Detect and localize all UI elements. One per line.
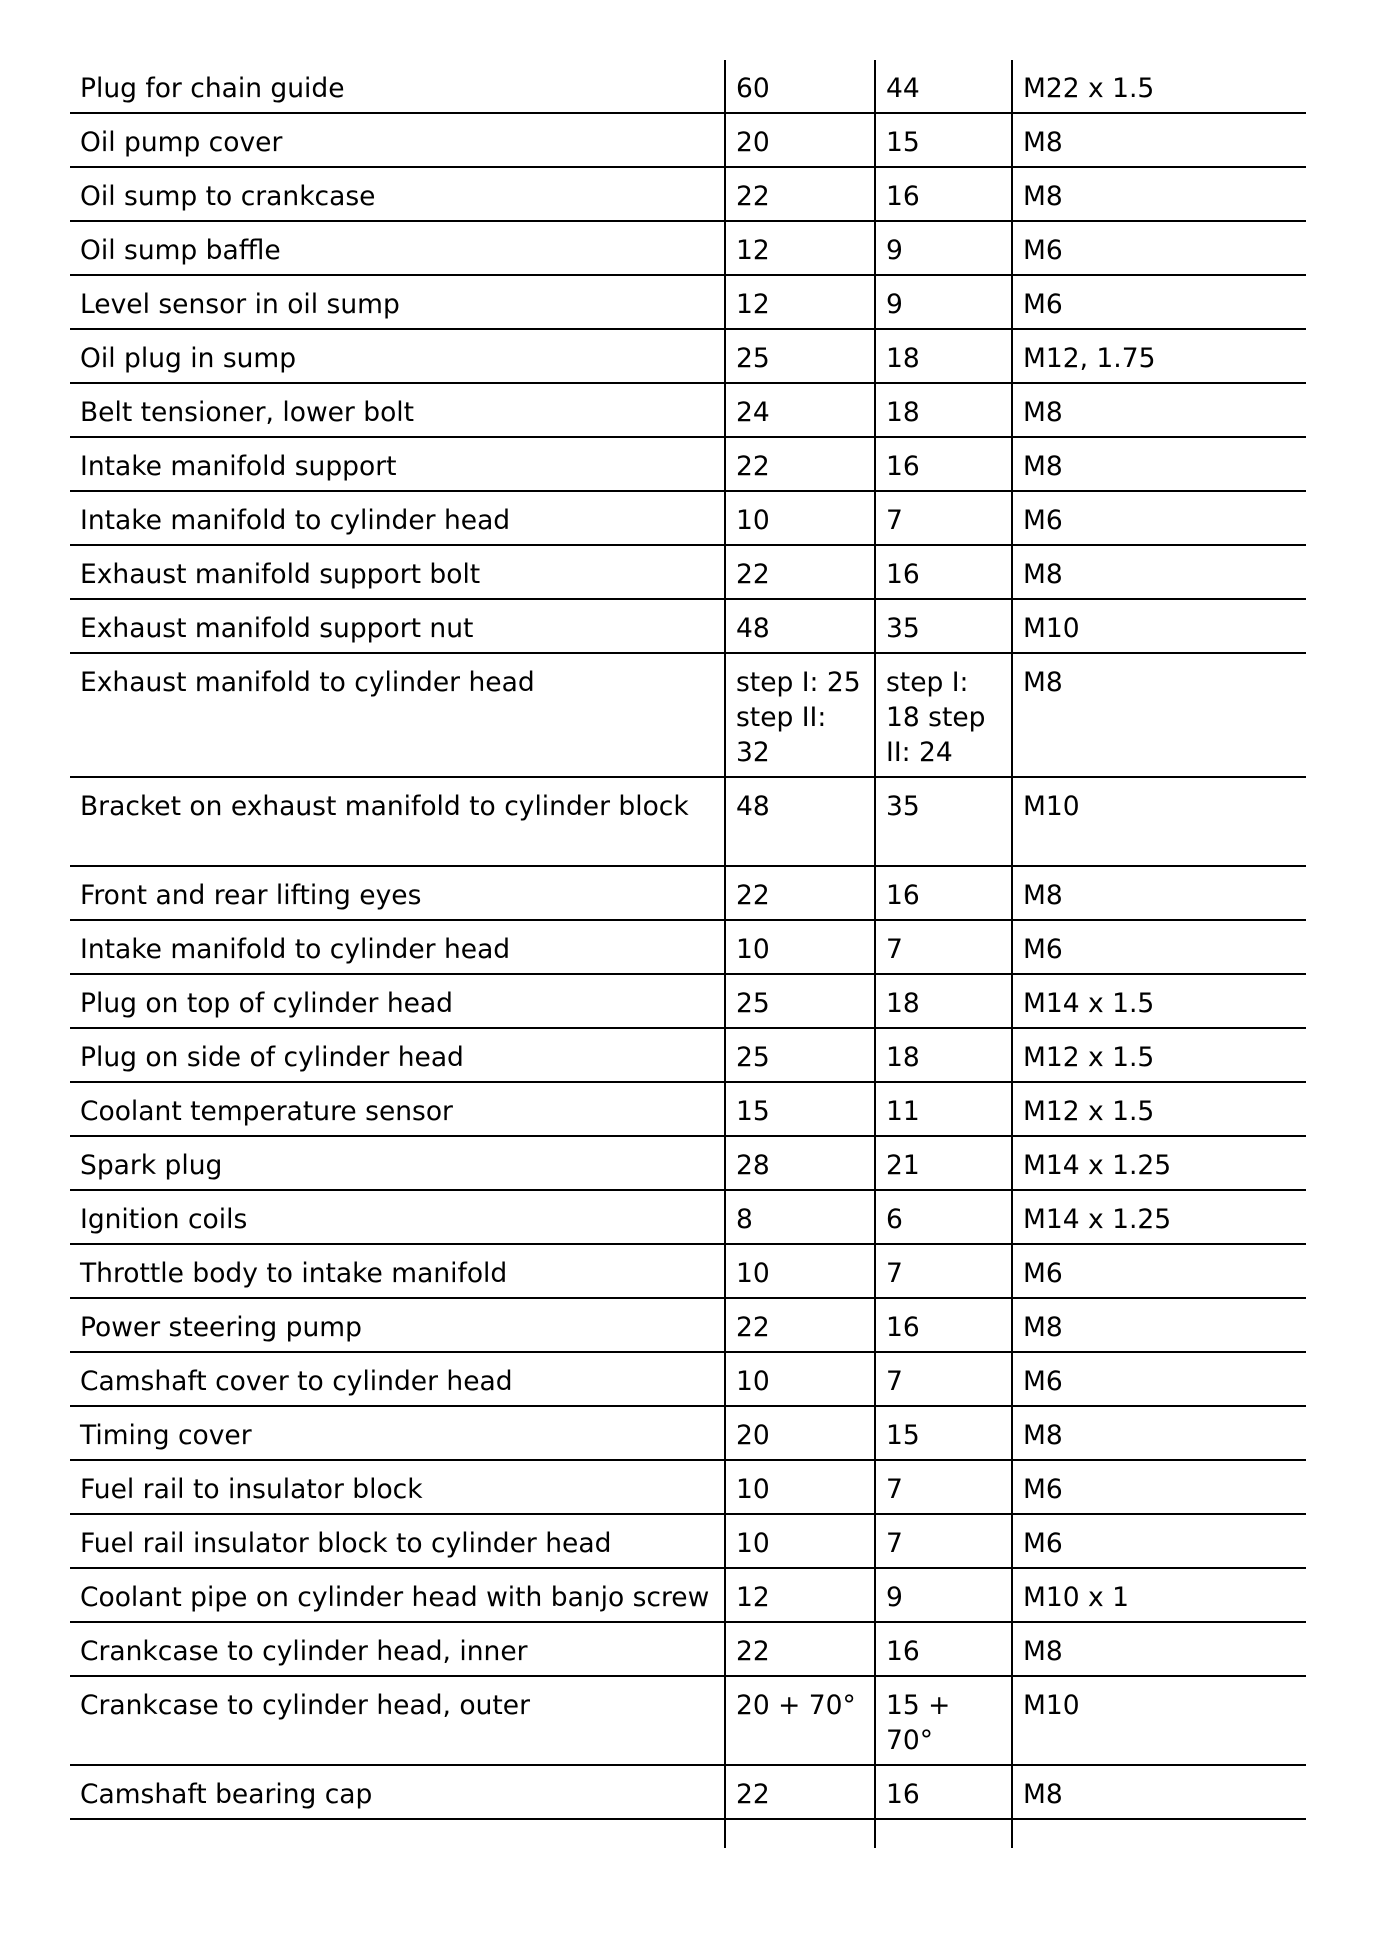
part-description-cell: Coolant temperature sensor [70,1082,725,1136]
table-row [70,437,1306,491]
torque-nm-cell: 48 [725,777,875,866]
table-row [70,1352,1306,1406]
thread-size-cell: M8 [1012,866,1306,920]
torque-lbft-cell: 7 [875,491,1012,545]
thread-size-cell: M8 [1012,1622,1306,1676]
table-row [70,329,1306,383]
thread-size-cell: M14 x 1.25 [1012,1136,1306,1190]
part-description-cell: Exhaust manifold support nut [70,599,725,653]
thread-size-cell: M6 [1012,1460,1306,1514]
thread-size-cell: M8 [1012,437,1306,491]
part-description-cell: Oil sump to crankcase [70,167,725,221]
table-row [70,60,1306,113]
torque-nm-cell: 20 [725,1406,875,1460]
torque-lbft-cell: step I: 18 step II: 24 [875,653,1012,777]
thread-size-cell: M6 [1012,275,1306,329]
part-description-cell: Coolant pipe on cylinder head with banjo screw [70,1568,725,1622]
table-row [70,1622,1306,1676]
torque-nm-cell: 22 [725,1622,875,1676]
table-row [70,167,1306,221]
table-row [70,599,1306,653]
part-description-cell: Oil pump cover [70,113,725,167]
torque-nm-cell: 10 [725,1244,875,1298]
torque-nm-cell: 22 [725,167,875,221]
part-description-cell: Spark plug [70,1136,725,1190]
part-description-cell: Oil sump baffle [70,221,725,275]
part-description-cell: Exhaust manifold support bolt [70,545,725,599]
part-description-cell: Intake manifold support [70,437,725,491]
torque-table-body [70,60,1306,1848]
torque-nm-cell: 10 [725,920,875,974]
table-row [70,1136,1306,1190]
table-row [70,113,1306,167]
part-description-cell: Fuel rail insulator block to cylinder head [70,1514,725,1568]
table-row [70,1765,1306,1819]
thread-size-cell: M8 [1012,1406,1306,1460]
part-description-cell: Fuel rail to insulator block [70,1460,725,1514]
part-description-cell: Plug on side of cylinder head [70,1028,725,1082]
torque-lbft-cell: 16 [875,545,1012,599]
torque-nm-cell: 22 [725,866,875,920]
part-description-cell: Camshaft bearing cap [70,1765,725,1819]
torque-nm-cell: 8 [725,1190,875,1244]
torque-nm-cell: 20 [725,113,875,167]
torque-nm-cell: 22 [725,437,875,491]
torque-lbft-cell: 16 [875,1298,1012,1352]
torque-lbft-cell: 9 [875,275,1012,329]
thread-size-cell: M12 x 1.5 [1012,1082,1306,1136]
table-row [70,221,1306,275]
thread-size-cell: M10 [1012,1676,1306,1765]
part-description-cell: Ignition coils [70,1190,725,1244]
table-row [70,974,1306,1028]
torque-lbft-cell: 7 [875,1244,1012,1298]
thread-size-cell: M12, 1.75 [1012,329,1306,383]
table-row [70,866,1306,920]
thread-size-cell: M6 [1012,491,1306,545]
part-description-cell: Intake manifold to cylinder head [70,491,725,545]
torque-nm-cell: 22 [725,545,875,599]
thread-size-cell: M10 [1012,777,1306,866]
part-description-cell: Timing cover [70,1406,725,1460]
table-row [70,545,1306,599]
thread-size-cell: M8 [1012,653,1306,777]
part-description-cell: Oil plug in sump [70,329,725,383]
table-row [70,1514,1306,1568]
table-row [70,491,1306,545]
torque-nm-cell: 24 [725,383,875,437]
thread-size-cell: M8 [1012,113,1306,167]
part-description-cell: Front and rear lifting eyes [70,866,725,920]
torque-nm-cell: 12 [725,221,875,275]
torque-lbft-cell: 11 [875,1082,1012,1136]
thread-size-cell: M14 x 1.5 [1012,974,1306,1028]
thread-size-cell: M6 [1012,1352,1306,1406]
part-description-cell: Belt tensioner, lower bolt [70,383,725,437]
part-description-cell: Level sensor in oil sump [70,275,725,329]
torque-spec-table [70,60,1306,1848]
thread-size-cell: M6 [1012,920,1306,974]
part-description-cell: Crankcase to cylinder head, outer [70,1676,725,1765]
table-row [70,1298,1306,1352]
torque-lbft-cell: 15 [875,113,1012,167]
torque-nm-cell: 48 [725,599,875,653]
empty-cell [1012,1819,1306,1848]
torque-nm-cell: 60 [725,60,875,113]
torque-lbft-cell: 15 [875,1406,1012,1460]
thread-size-cell: M8 [1012,1298,1306,1352]
torque-lbft-cell: 16 [875,1765,1012,1819]
torque-lbft-cell: 18 [875,329,1012,383]
torque-nm-cell: 12 [725,275,875,329]
torque-nm-cell: 28 [725,1136,875,1190]
torque-nm-cell: 25 [725,329,875,383]
part-description-cell: Camshaft cover to cylinder head [70,1352,725,1406]
torque-lbft-cell: 16 [875,866,1012,920]
torque-lbft-cell: 15 + 70° [875,1676,1012,1765]
thread-size-cell: M22 x 1.5 [1012,60,1306,113]
thread-size-cell: M10 x 1 [1012,1568,1306,1622]
table-row [70,1244,1306,1298]
table-row [70,920,1306,974]
thread-size-cell: M8 [1012,383,1306,437]
torque-nm-cell: 22 [725,1298,875,1352]
torque-lbft-cell: 9 [875,1568,1012,1622]
part-description-cell: Intake manifold to cylinder head [70,920,725,974]
table-row [70,1406,1306,1460]
torque-nm-cell: 20 + 70° [725,1676,875,1765]
torque-nm-cell: 10 [725,1352,875,1406]
table-row [70,1190,1306,1244]
part-description-cell: Throttle body to intake manifold [70,1244,725,1298]
thread-size-cell: M12 x 1.5 [1012,1028,1306,1082]
torque-lbft-cell: 16 [875,1622,1012,1676]
torque-nm-cell: 12 [725,1568,875,1622]
table-row [70,1676,1306,1765]
torque-lbft-cell: 7 [875,1352,1012,1406]
torque-nm-cell: 10 [725,491,875,545]
table-row [70,1028,1306,1082]
torque-lbft-cell: 18 [875,1028,1012,1082]
torque-nm-cell: 15 [725,1082,875,1136]
thread-size-cell: M8 [1012,167,1306,221]
torque-nm-cell: 22 [725,1765,875,1819]
torque-lbft-cell: 44 [875,60,1012,113]
thread-size-cell: M8 [1012,545,1306,599]
empty-cell [875,1819,1012,1848]
thread-size-cell: M14 x 1.25 [1012,1190,1306,1244]
table-row [70,383,1306,437]
empty-trailing-row [70,1819,1306,1848]
thread-size-cell: M6 [1012,1244,1306,1298]
torque-lbft-cell: 16 [875,167,1012,221]
torque-nm-cell: 10 [725,1514,875,1568]
torque-lbft-cell: 7 [875,1514,1012,1568]
table-row [70,1082,1306,1136]
torque-nm-cell: 25 [725,1028,875,1082]
table-row [70,275,1306,329]
torque-lbft-cell: 35 [875,599,1012,653]
torque-spec-document [70,60,1306,1848]
torque-nm-cell: step I: 25 step II: 32 [725,653,875,777]
torque-lbft-cell: 18 [875,383,1012,437]
table-row [70,653,1306,777]
torque-lbft-cell: 9 [875,221,1012,275]
empty-cell [725,1819,875,1848]
torque-lbft-cell: 21 [875,1136,1012,1190]
part-description-cell: Bracket on exhaust manifold to cylinder block [70,777,725,866]
torque-lbft-cell: 7 [875,920,1012,974]
table-row [70,1568,1306,1622]
torque-lbft-cell: 18 [875,974,1012,1028]
torque-nm-cell: 10 [725,1460,875,1514]
thread-size-cell: M10 [1012,599,1306,653]
torque-lbft-cell: 7 [875,1460,1012,1514]
table-row [70,777,1306,866]
part-description-cell: Plug on top of cylinder head [70,974,725,1028]
torque-lbft-cell: 35 [875,777,1012,866]
thread-size-cell: M6 [1012,1514,1306,1568]
part-description-cell: Plug for chain guide [70,60,725,113]
thread-size-cell: M6 [1012,221,1306,275]
torque-nm-cell: 25 [725,974,875,1028]
empty-cell [70,1819,725,1848]
thread-size-cell: M8 [1012,1765,1306,1819]
part-description-cell: Crankcase to cylinder head, inner [70,1622,725,1676]
part-description-cell: Power steering pump [70,1298,725,1352]
table-row [70,1460,1306,1514]
torque-lbft-cell: 16 [875,437,1012,491]
torque-lbft-cell: 6 [875,1190,1012,1244]
part-description-cell: Exhaust manifold to cylinder head [70,653,725,777]
